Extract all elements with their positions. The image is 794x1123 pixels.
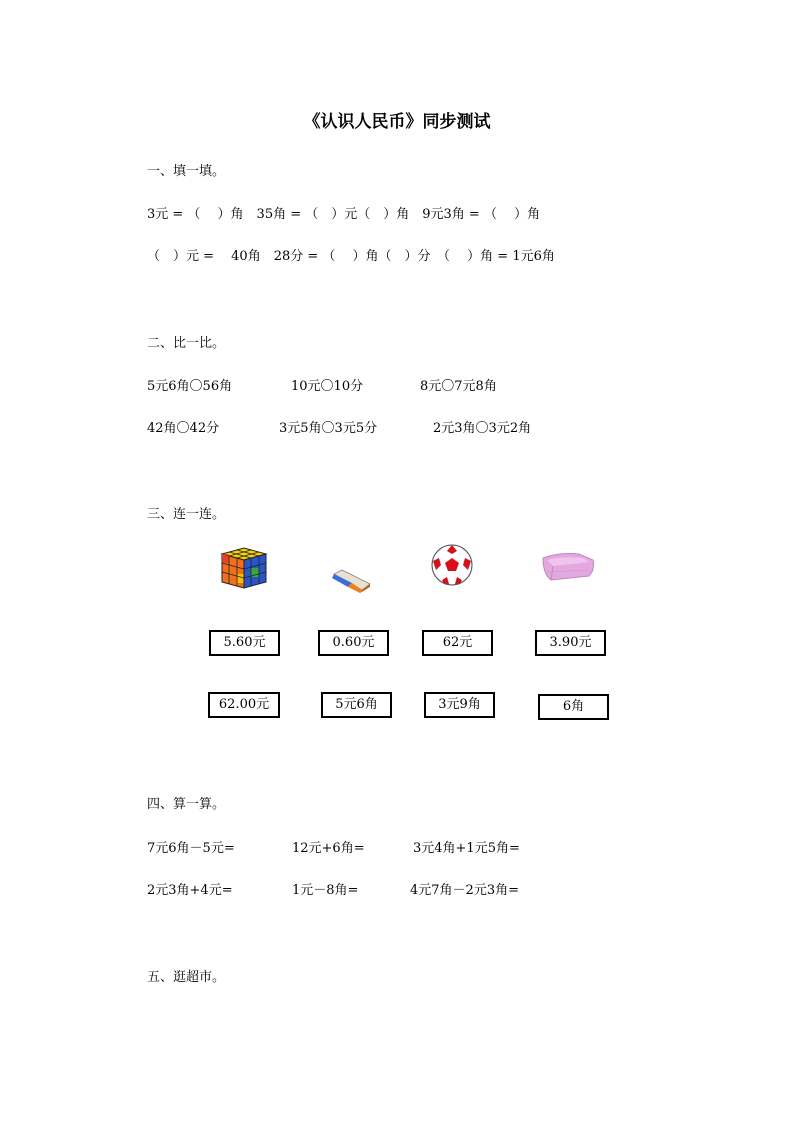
- page-title: 《认识人民币》同步测试: [303, 112, 491, 132]
- compare-item: 5元6角〇56角: [147, 379, 233, 394]
- compare-item: 42角〇42分: [147, 421, 220, 436]
- compare-item: 3元5角〇3元5分: [279, 421, 378, 436]
- calc-item: 2元3角+4元=: [147, 883, 233, 898]
- price-box: 62元: [422, 630, 493, 656]
- price-box: 5元6角: [321, 692, 392, 718]
- calc-item: 4元7角－2元3角=: [410, 883, 519, 898]
- towel-icon: [539, 548, 597, 584]
- price-box: 62.00元: [208, 692, 280, 718]
- compare-item: 8元〇7元8角: [420, 379, 497, 394]
- compare-item: 10元〇10分: [291, 379, 364, 394]
- fill-line-2: （ ）元 = 40角 28分 = （ ）角（ ）分 （ ）角 = 1元6角: [147, 249, 555, 264]
- section-5-heading: 五、逛超市。: [147, 970, 226, 985]
- compare-item: 2元3角〇3元2角: [433, 421, 532, 436]
- calc-item: 1元－8角=: [292, 883, 359, 898]
- calc-item: 3元4角+1元5角=: [413, 841, 520, 856]
- section-2-heading: 二、比一比。: [147, 336, 226, 351]
- eraser-icon: [330, 566, 372, 596]
- price-box: 0.60元: [318, 630, 389, 656]
- section-1-heading: 一、填一填。: [147, 164, 226, 179]
- calc-item: 7元6角－5元=: [147, 841, 235, 856]
- fill-line-1: 3元 = （ ）角 35角 = （ ）元（ ）角 9元3角 = （ ）角: [147, 207, 541, 222]
- price-box: 3元9角: [424, 692, 495, 718]
- soccer-ball-icon: [430, 543, 474, 587]
- calc-item: 12元+6角=: [292, 841, 365, 856]
- section-4-heading: 四、算一算。: [147, 797, 226, 812]
- price-box: 3.90元: [535, 630, 606, 656]
- price-box: 5.60元: [209, 630, 280, 656]
- rubiks-cube-icon: [218, 544, 270, 592]
- section-3-heading: 三、连一连。: [147, 507, 226, 522]
- price-box: 6角: [538, 694, 609, 720]
